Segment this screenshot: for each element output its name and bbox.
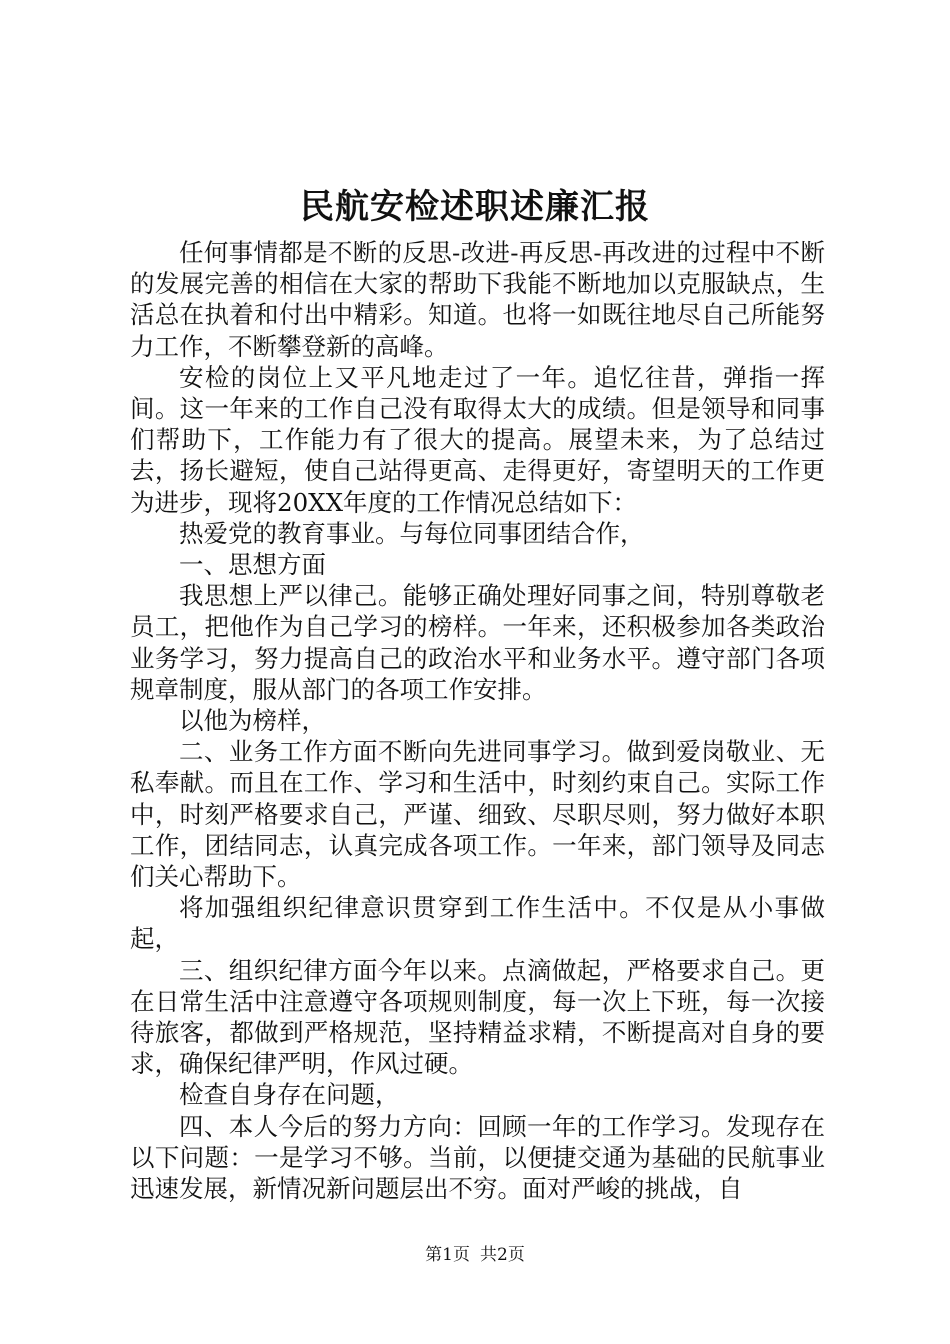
paragraph: 安检的岗位上又平凡地走过了一年。追忆往昔，弹指一挥间。这一年来的工作自己没有取得太大的成绩。但是领导和同事们帮助下，工作能力有了很大的提高。展望未来，为了总结过去，扬长避短，使自己站得更高、走得更好，寄望明天的工作更为进步，现将20XX年度的工作情况总结如下：: [130, 362, 825, 517]
paragraph: 二、业务工作方面不断向先进同事学习。做到爱岗敬业、无私奉献。而且在工作、学习和生活中，时刻约束自己。实际工作中，时刻严格要求自己，严谨、细致、尽职尽则，努力做好本职工作，团结同志，认真完成各项工作。一年来，部门领导及同志们关心帮助下。: [130, 737, 825, 892]
page-footer: [0, 1243, 950, 1267]
page-number: 第1页: [425, 1245, 470, 1265]
paragraph: 将加强组织纪律意识贯穿到工作生活中。不仅是从小事做起，: [130, 893, 825, 954]
paragraph: 三、组织纪律方面今年以来。点滴做起，严格要求自己。更在日常生活中注意遵守各项规则制度，每一次上下班，每一次接待旅客，都做到严格规范，坚持精益求精，不断提高对自身的要求，确保纪律严明，作风过硬。: [130, 955, 825, 1079]
page-total: 共2页: [480, 1245, 525, 1265]
paragraph: 我思想上严以律己。能够正确处理好同事之间，特别尊敬老员工，把他作为自己学习的榜样。一年来，还积极参加各类政治业务学习，努力提高自己的政治水平和业务水平。遵守部门各项规章制度，服从部门的各项工作安排。: [130, 581, 825, 704]
paragraph: 热爱党的教育事业。与每位同事团结合作，: [179, 518, 645, 548]
section-heading: 一、思想方面: [179, 550, 326, 580]
document-title: 民航安检述职述廉汇报: [300, 187, 650, 227]
paragraph: 检查自身存在问题，: [179, 1080, 400, 1110]
paragraph: 任何事情都是不断的反思-改进-再反思-再改进的过程中不断的发展完善的相信在大家的帮助下我能不断地加以克服缺点，生活总在执着和付出中精彩。知道。也将一如既往地尽自己所能努力工作，不断攀登新的高峰。: [130, 238, 825, 361]
document-body: [130, 237, 825, 1204]
paragraph: 四、本人今后的努力方向：回顾一年的工作学习。发现存在以下问题：一是学习不够。当前，以便捷交通为基础的民航事业迅速发展，新情况新问题层出不穷。面对严峻的挑战，自: [130, 1111, 825, 1204]
paragraph: 以他为榜样，: [179, 706, 326, 736]
